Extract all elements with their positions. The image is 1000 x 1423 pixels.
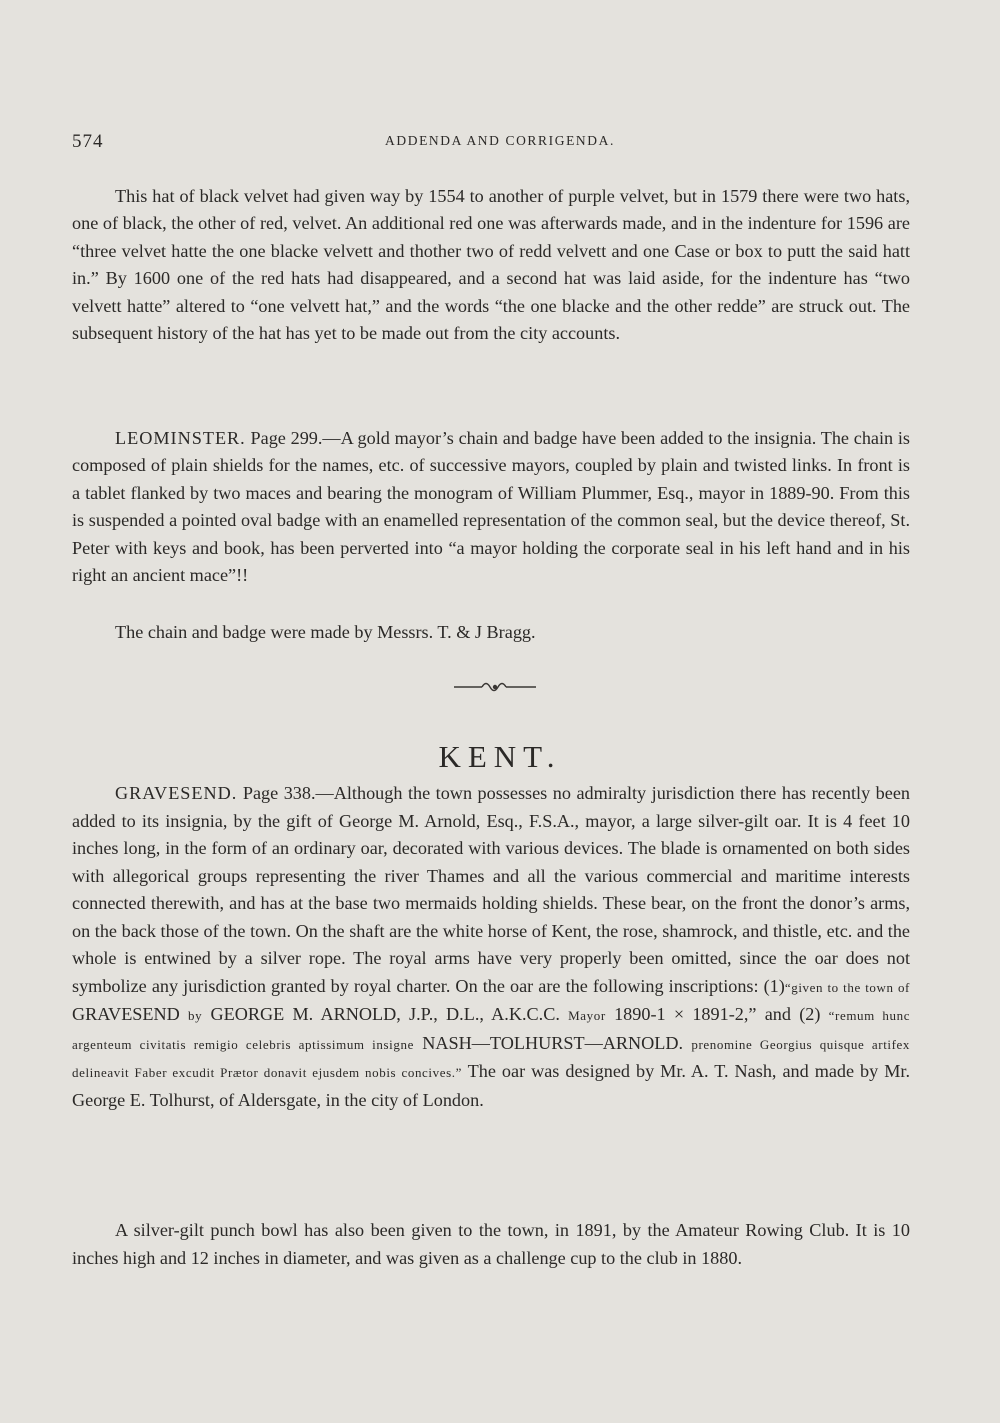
gravesend-paragraph	[72, 780, 910, 1114]
running-head: ADDENDA AND CORRIGENDA.	[385, 133, 615, 148]
inscription-one-name: GEORGE M. ARNOLD, J.P., D.L., A.K.C.C.	[210, 1004, 560, 1024]
leominster-label: LEOMINSTER.	[115, 428, 246, 448]
inscription-one-by: by	[188, 1008, 203, 1023]
gravesend-paragraph-block	[72, 780, 910, 1114]
section-divider-ornament	[452, 679, 538, 698]
leominster-paragraph-block	[72, 425, 910, 589]
chain-paragraph-block	[72, 619, 910, 646]
inscription-two-names: NASH—TOLHURST—ARNOLD.	[422, 1032, 684, 1053]
punch-bowl-paragraph-block	[72, 1217, 910, 1272]
gravesend-label: GRAVESEND.	[115, 783, 238, 803]
inscription-two-number: and (2)	[764, 1004, 821, 1024]
leominster-paragraph	[72, 425, 910, 589]
gravesend-closing: The oar was designed by Mr. A. T. Nash, and made by Mr. George E. Tolhurst, of Aldersgate, in the city of London.	[72, 1061, 911, 1110]
inscription-one-mayor: Mayor	[568, 1008, 606, 1023]
inscription-one-prefix: “given to the town of	[784, 979, 910, 995]
inscription-one-town: GRAVESEND	[72, 1004, 180, 1024]
chain-paragraph: The chain and badge were made by Messrs. T. & J Bragg.	[115, 622, 536, 642]
page-number: 574	[72, 131, 104, 152]
section-heading: KENT.	[438, 738, 562, 774]
inscription-two-latin-b: prenomine Georgius quisque artifex delineavit Faber excudit Prætor donavit ejusdem nobis concives.”	[72, 1036, 911, 1080]
inscription-one-years: 1890-1 × 1891-2,”	[614, 1004, 757, 1024]
punch-bowl-paragraph: A silver-gilt punch bowl has also been given to the town, in 1891, by the Amateur Rowing Club. It is 10 inches high and 12 inches in diameter, and was given as a challenge cup to the club in 1880.	[72, 1220, 910, 1268]
leominster-text: Page 299.—A gold mayor’s chain and badge have been added to the insignia. The chain is composed of plain shields for the names, etc. of successive mayors, coupled by plain and twisted links. In front is a tablet flanked by two maces and bearing the monogram of William Plummer, Esq., mayor in 1889-90. From this is suspended a pointed oval badge with an enamelled representation of the common seal, but the device thereof, St. Peter with keys and book, has been perverted into “a mayor holding the corporate seal in his left hand and in his right an ancient mace”!!	[72, 428, 911, 586]
hat-paragraph: This hat of black velvet had given way by 1554 to another of purple velvet, but in 1579 there were two hats, one of black, the other of red, velvet. An additional red one was afterwards made, and in the indenture for 1596 are “three velvet hatte the one blacke velvett and thother two of redd velvett and one Case or box to putt the said hatt in.” By 1600 one of the red hats had disappeared, and a second hat was laid aside, for the indenture has “two velvett hatte” altered to “one velvett hat,” and the words “the one blacke and the other redde” are struck out. The subsequent history of the hat has yet to be made out from the city accounts.	[72, 186, 910, 344]
inscription-two-latin-a: “remum hunc argenteum civitatis remigio celebris aptissimum insigne	[72, 1008, 911, 1052]
hat-paragraph-block	[72, 183, 910, 347]
gravesend-text: Page 338.—Although the town possesses no admiralty jurisdiction there has recently been added to its insignia, by the gift of George M. Arnold, Esq., F.S.A., mayor, a large silver-gilt oar. It is 4 feet 10 inches long, in the form of an ordinary oar, decorated with various devices. The blade is ornamented on both sides with allegorical groups representing the river Thames and all the various commercial and maritime interests connected therewith, and has at the base two mermaids holding shields. These bear, on the front the donor’s arms, on the back those of the town. On the shaft are the white horse of Kent, the rose, shamrock, and thistle, etc. and the whole is entwined by a silver rope. The royal arms have very properly been omitted, since the oar does not symbolize any jurisdiction granted by royal charter. On the oar are the following inscriptions: (1)	[72, 783, 911, 996]
